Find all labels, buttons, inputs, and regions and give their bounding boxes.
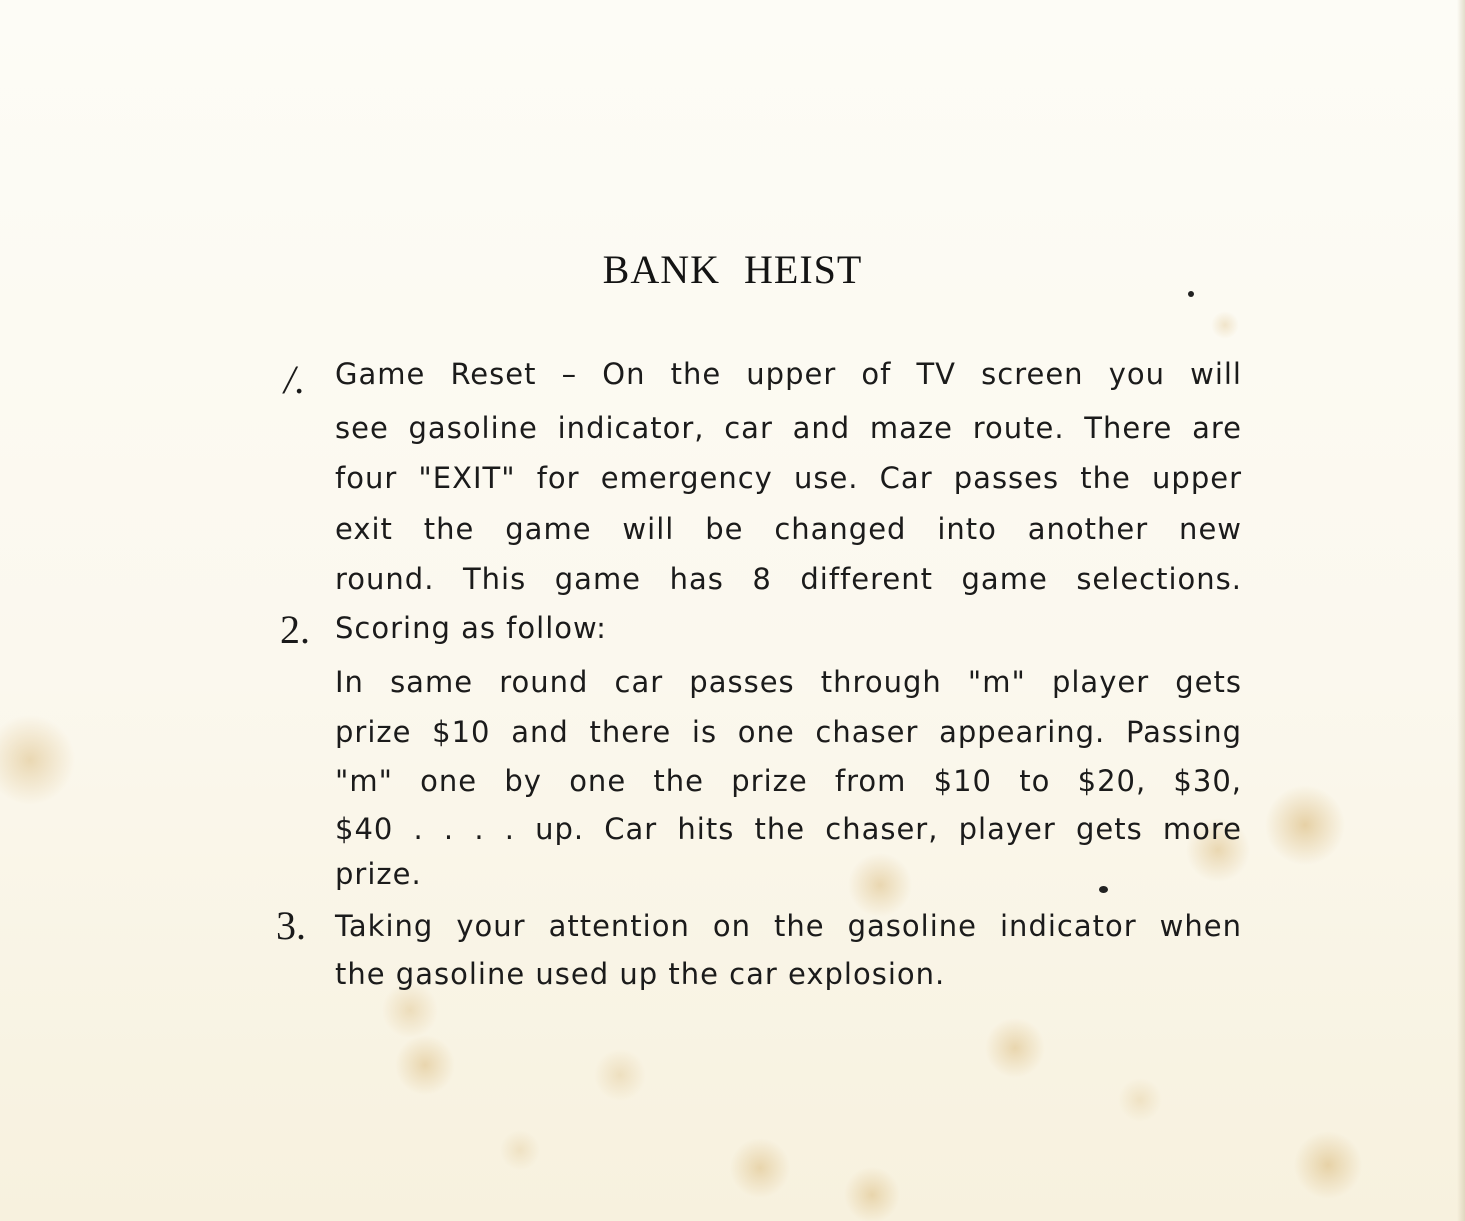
card-title xyxy=(0,246,1465,293)
item-2-number: 2. xyxy=(280,607,310,652)
ink-speck xyxy=(1188,291,1194,297)
item-3-number: 3. xyxy=(276,903,306,948)
title-word-2: HEIST xyxy=(744,247,863,292)
item-2-line-1: Scoring as follow: xyxy=(335,611,607,645)
item-1-number: /. xyxy=(284,357,306,402)
item-2-line-3: prize $10 and there is one chaser appearing. Passing xyxy=(335,715,1242,749)
item-2-line-5: $40 . . . . up. Car hits the chaser, player gets more xyxy=(335,812,1242,846)
ink-speck xyxy=(1099,886,1108,893)
title-word-1: BANK xyxy=(602,247,720,292)
item-1-line-3: four "EXIT" for emergency use. Car passes the upper xyxy=(335,461,1242,495)
item-1-line-5: round. This game has 8 different game selections. xyxy=(335,562,1242,596)
item-3-line-1: Taking your attention on the gasoline indicator when xyxy=(335,909,1242,943)
item-1-line-2: see gasoline indicator, car and maze route. There are xyxy=(335,411,1242,445)
item-1-line-1: Game Reset – On the upper of TV screen you will xyxy=(335,357,1242,391)
item-2-line-2: In same round car passes through "m" player gets xyxy=(335,665,1242,699)
item-2-line-6: prize. xyxy=(335,857,422,891)
card-edge xyxy=(1457,0,1465,1221)
item-3-line-2: the gasoline used up the car explosion. xyxy=(335,957,946,991)
item-1-line-4: exit the game will be changed into another new xyxy=(335,512,1242,546)
item-2-line-4: "m" one by one the prize from $10 to $20, $30, xyxy=(335,764,1242,798)
